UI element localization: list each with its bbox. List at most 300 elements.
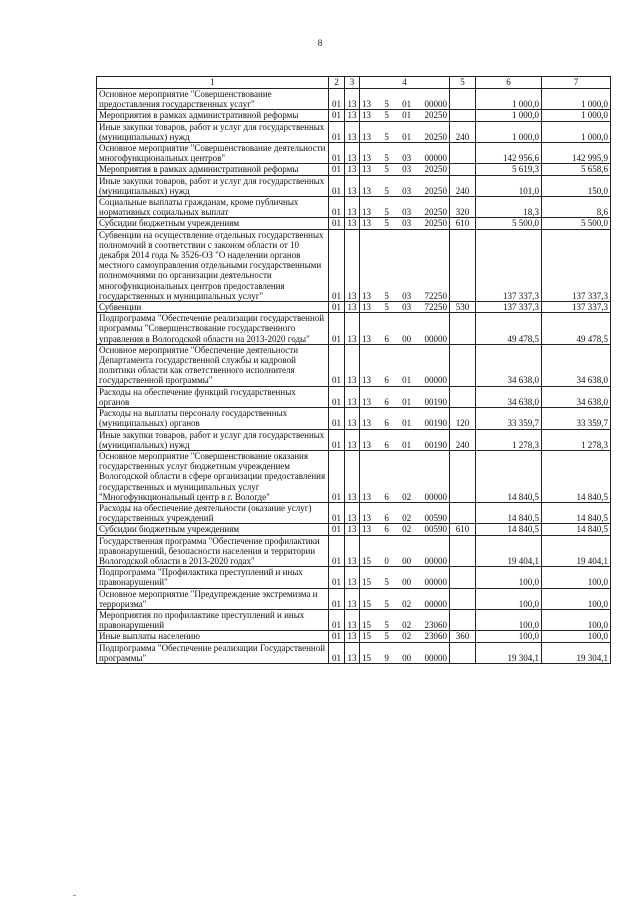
section-code: 01 xyxy=(329,313,345,345)
subsection-code: 13 xyxy=(345,197,360,218)
amount-col6: 5 619,3 xyxy=(476,164,542,175)
scan-mark xyxy=(73,895,76,896)
table-row xyxy=(97,197,611,218)
expense-type-code xyxy=(450,642,476,663)
column-header: 2 xyxy=(329,77,345,89)
program-code-parts xyxy=(360,375,449,385)
program-code-part: 20250 xyxy=(424,131,447,142)
program-code-part: 5 xyxy=(384,153,389,164)
section-code: 01 xyxy=(329,302,345,313)
program-code xyxy=(360,302,450,313)
program-code-parts xyxy=(360,620,449,630)
program-code-parts xyxy=(360,653,449,663)
amount-col6: 5 500,0 xyxy=(476,218,542,229)
amount-col6: 18,3 xyxy=(476,197,542,218)
program-code-part: 01 xyxy=(402,131,412,142)
program-code-part: 5 xyxy=(384,598,389,609)
table-row xyxy=(97,89,611,110)
table-row xyxy=(97,302,611,313)
row-name: Основное мероприятие "Совершенствование деятельности многофункциональных центров" xyxy=(97,143,329,164)
program-code xyxy=(360,450,450,502)
row-name: Субвенции xyxy=(97,302,329,313)
amount-col6: 1 000,0 xyxy=(476,110,542,121)
program-code-part: 13 xyxy=(362,375,371,386)
amount-col7: 1 278,3 xyxy=(542,429,611,450)
program-code-parts xyxy=(360,207,449,217)
row-name: Субсидии бюджетным учреждениям xyxy=(97,218,329,229)
program-code-part: 03 xyxy=(402,164,412,175)
column-header: 6 xyxy=(476,77,542,89)
program-code-part: 01 xyxy=(402,418,412,429)
table-row xyxy=(97,143,611,164)
program-code-part: 5 xyxy=(384,290,389,301)
expense-type-code xyxy=(450,567,476,588)
program-code-part: 03 xyxy=(402,207,412,218)
subsection-code: 13 xyxy=(345,302,360,313)
row-name: Расходы на обеспечение деятельности (оказание услуг) государственных учреждений xyxy=(97,502,329,523)
program-code-part: 13 xyxy=(362,110,371,121)
program-code-part: 13 xyxy=(362,439,371,450)
program-code xyxy=(360,110,450,121)
section-code: 01 xyxy=(329,502,345,523)
program-code-part: 02 xyxy=(402,598,412,609)
program-code-parts xyxy=(360,599,449,609)
table-row xyxy=(97,642,611,663)
expense-type-code xyxy=(450,450,476,502)
amount-col6: 100,0 xyxy=(476,567,542,588)
amount-col6: 14 840,5 xyxy=(476,450,542,502)
program-code-part: 00000 xyxy=(424,99,447,110)
program-code-part: 00190 xyxy=(424,396,447,407)
section-code: 01 xyxy=(329,229,345,301)
subsection-code: 13 xyxy=(345,218,360,229)
expense-type-code: 360 xyxy=(450,631,476,642)
subsection-code: 13 xyxy=(345,524,360,535)
program-code-part: 5 xyxy=(384,131,389,142)
program-code xyxy=(360,164,450,175)
amount-col6: 14 840,5 xyxy=(476,502,542,523)
row-name: Основное мероприятие "Обеспечение деятельности Департамента государственной службы и кадровой политики области как ответственного исполнителя государственной программы" xyxy=(97,344,329,386)
expense-type-code xyxy=(450,110,476,121)
subsection-code: 13 xyxy=(345,89,360,110)
program-code-parts xyxy=(360,153,449,163)
section-code: 01 xyxy=(329,567,345,588)
section-code: 01 xyxy=(329,631,345,642)
program-code-part: 00590 xyxy=(424,524,447,535)
program-code-part: 02 xyxy=(402,620,412,631)
program-code-part: 6 xyxy=(384,396,389,407)
expense-type-code xyxy=(450,143,476,164)
program-code-part: 13 xyxy=(362,333,371,344)
subsection-code: 13 xyxy=(345,631,360,642)
program-code xyxy=(360,313,450,345)
program-code-part: 23060 xyxy=(424,631,447,642)
subsection-code: 13 xyxy=(345,175,360,196)
column-header: 7 xyxy=(542,77,611,89)
program-code-part: 13 xyxy=(362,131,371,142)
program-code-part: 02 xyxy=(402,491,412,502)
amount-col6: 1 000,0 xyxy=(476,89,542,110)
row-name: Иные закупки товаров, работ и услуг для государственных (муниципальных) нужд xyxy=(97,175,329,196)
amount-col7: 34 638,0 xyxy=(542,386,611,407)
subsection-code: 13 xyxy=(345,110,360,121)
program-code-part: 00190 xyxy=(424,418,447,429)
section-code: 01 xyxy=(329,110,345,121)
program-code-parts xyxy=(360,99,449,109)
expense-type-code xyxy=(450,89,476,110)
amount-col7: 14 840,5 xyxy=(542,524,611,535)
program-code-parts xyxy=(360,440,449,450)
row-name: Иные закупки товаров, работ и услуг для государственных (муниципальных) нужд xyxy=(97,429,329,450)
program-code-part: 15 xyxy=(362,598,371,609)
program-code-part: 00000 xyxy=(424,375,447,386)
program-code-part: 15 xyxy=(362,631,371,642)
program-code xyxy=(360,429,450,450)
expense-type-code: 240 xyxy=(450,121,476,142)
section-code: 01 xyxy=(329,344,345,386)
program-code-part: 01 xyxy=(402,375,412,386)
amount-col6: 142 956,6 xyxy=(476,143,542,164)
amount-col6: 137 337,3 xyxy=(476,229,542,301)
amount-col7: 14 840,5 xyxy=(542,502,611,523)
program-code-part: 13 xyxy=(362,491,371,502)
expense-type-code: 530 xyxy=(450,302,476,313)
row-name: Субсидии бюджетным учреждениям xyxy=(97,524,329,535)
subsection-code: 13 xyxy=(345,429,360,450)
program-code-part: 0 xyxy=(384,555,389,566)
program-code xyxy=(360,143,450,164)
amount-col7: 100,0 xyxy=(542,631,611,642)
program-code-part: 13 xyxy=(362,164,371,175)
table-row xyxy=(97,609,611,630)
program-code-part: 5 xyxy=(384,620,389,631)
program-code-part: 15 xyxy=(362,555,371,566)
program-code-part: 20250 xyxy=(424,110,447,121)
table-row xyxy=(97,110,611,121)
table-row xyxy=(97,588,611,609)
program-code-part: 03 xyxy=(402,218,412,229)
amount-col6: 100,0 xyxy=(476,588,542,609)
program-code-part: 6 xyxy=(384,524,389,535)
program-code-part: 72250 xyxy=(424,302,447,313)
table-row xyxy=(97,408,611,429)
program-code-parts xyxy=(360,132,449,142)
program-code-part: 13 xyxy=(362,185,371,196)
program-code-part: 15 xyxy=(362,652,371,663)
section-code: 01 xyxy=(329,450,345,502)
program-code xyxy=(360,344,450,386)
program-code xyxy=(360,197,450,218)
amount-col6: 1 000,0 xyxy=(476,121,542,142)
section-code: 01 xyxy=(329,121,345,142)
expense-type-code: 240 xyxy=(450,429,476,450)
amount-col7: 19 304,1 xyxy=(542,642,611,663)
program-code-parts xyxy=(360,302,449,312)
amount-col6: 49 478,5 xyxy=(476,313,542,345)
row-name: Подпрограмма "Обеспечение реализации государственной программы "Совершенствование государственного управления в Вологодской области на 2013-2020 годы" xyxy=(97,313,329,345)
section-code: 01 xyxy=(329,429,345,450)
program-code-part: 5 xyxy=(384,110,389,121)
subsection-code: 13 xyxy=(345,121,360,142)
section-code: 01 xyxy=(329,524,345,535)
table-row xyxy=(97,164,611,175)
program-code-part: 01 xyxy=(402,396,412,407)
budget-table xyxy=(96,76,611,664)
subsection-code: 13 xyxy=(345,386,360,407)
expense-type-code xyxy=(450,502,476,523)
amount-col7: 100,0 xyxy=(542,609,611,630)
program-code-parts xyxy=(360,556,449,566)
program-code xyxy=(360,524,450,535)
program-code xyxy=(360,502,450,523)
program-code-part: 00000 xyxy=(424,652,447,663)
program-code-part: 13 xyxy=(362,99,371,110)
program-code-part: 01 xyxy=(402,439,412,450)
program-code xyxy=(360,175,450,196)
program-code-part: 20250 xyxy=(424,218,447,229)
expense-type-code: 320 xyxy=(450,197,476,218)
amount-col7: 142 995,9 xyxy=(542,143,611,164)
section-code: 01 xyxy=(329,143,345,164)
program-code-parts xyxy=(360,164,449,174)
column-header: 5 xyxy=(450,77,476,89)
row-name: Основное мероприятие "Совершенствование предоставления государственных услуг" xyxy=(97,89,329,110)
program-code-part: 5 xyxy=(384,218,389,229)
program-code-part: 00000 xyxy=(424,333,447,344)
table-header-row xyxy=(97,77,611,89)
program-code-part: 00000 xyxy=(424,598,447,609)
row-name: Иные выплаты населению xyxy=(97,631,329,642)
amount-col6: 137 337,3 xyxy=(476,302,542,313)
row-name: Иные закупки товаров, работ и услуг для государственных (муниципальных) нужд xyxy=(97,121,329,142)
section-code: 01 xyxy=(329,175,345,196)
amount-col7: 137 337,3 xyxy=(542,229,611,301)
program-code-part: 03 xyxy=(402,290,412,301)
program-code-part: 00 xyxy=(402,652,412,663)
program-code-parts xyxy=(360,186,449,196)
table-row xyxy=(97,429,611,450)
program-code-part: 6 xyxy=(384,418,389,429)
program-code-part: 00000 xyxy=(424,577,447,588)
program-code xyxy=(360,229,450,301)
program-code-parts xyxy=(360,513,449,523)
subsection-code: 13 xyxy=(345,143,360,164)
subsection-code: 13 xyxy=(345,588,360,609)
table-row xyxy=(97,313,611,345)
subsection-code: 13 xyxy=(345,344,360,386)
program-code xyxy=(360,609,450,630)
row-name: Субвенции на осуществление отдельных государственных полномочий в соответствии с законом области от 10 декабря 2014 года № 3526-ОЗ "О наделении органов местного самоуправления отдельными государственными полномочиями по организации деятельности многофункциональных центров предоставления государственных и муниципальных услуг" xyxy=(97,229,329,301)
program-code-part: 13 xyxy=(362,207,371,218)
program-code-part: 6 xyxy=(384,333,389,344)
section-code: 01 xyxy=(329,89,345,110)
program-code-part: 00000 xyxy=(424,555,447,566)
program-code-part: 5 xyxy=(384,631,389,642)
amount-col7: 5 658,6 xyxy=(542,164,611,175)
expense-type-code xyxy=(450,229,476,301)
program-code-part: 15 xyxy=(362,620,371,631)
program-code-parts xyxy=(360,110,449,120)
program-code xyxy=(360,386,450,407)
program-code-part: 13 xyxy=(362,290,371,301)
program-code xyxy=(360,631,450,642)
program-code-part: 15 xyxy=(362,577,371,588)
subsection-code: 13 xyxy=(345,642,360,663)
row-name: Мероприятия в рамках административной реформы xyxy=(97,164,329,175)
program-code-part: 02 xyxy=(402,524,412,535)
section-code: 01 xyxy=(329,588,345,609)
subsection-code: 13 xyxy=(345,164,360,175)
amount-col6: 19 404,1 xyxy=(476,535,542,567)
expense-type-code: 610 xyxy=(450,524,476,535)
program-code-part: 00 xyxy=(402,555,412,566)
program-code-part: 00000 xyxy=(424,153,447,164)
program-code-part: 02 xyxy=(402,631,412,642)
expense-type-code: 610 xyxy=(450,218,476,229)
program-code-part: 5 xyxy=(384,99,389,110)
section-code: 01 xyxy=(329,164,345,175)
program-code-parts xyxy=(360,524,449,534)
program-code-part: 6 xyxy=(384,439,389,450)
program-code-part: 6 xyxy=(384,491,389,502)
amount-col7: 19 404,1 xyxy=(542,535,611,567)
program-code xyxy=(360,121,450,142)
program-code-part: 01 xyxy=(402,99,412,110)
amount-col6: 34 638,0 xyxy=(476,344,542,386)
expense-type-code: 240 xyxy=(450,175,476,196)
column-header: 1 xyxy=(97,77,329,89)
program-code-part: 5 xyxy=(384,207,389,218)
row-name: Государственная программа "Обеспечение профилактики правонарушений, безопасности населения и территории Вологодской области в 2013-2020 годах" xyxy=(97,535,329,567)
amount-col7: 1 000,0 xyxy=(542,110,611,121)
subsection-code: 13 xyxy=(345,609,360,630)
section-code: 01 xyxy=(329,197,345,218)
program-code-part: 13 xyxy=(362,218,371,229)
subsection-code: 13 xyxy=(345,313,360,345)
program-code-part: 00590 xyxy=(424,513,447,524)
program-code xyxy=(360,408,450,429)
table-row xyxy=(97,524,611,535)
row-name: Расходы на выплаты персоналу государственных (муниципальных) органов xyxy=(97,408,329,429)
amount-col7: 8,6 xyxy=(542,197,611,218)
program-code-part: 6 xyxy=(384,513,389,524)
amount-col6: 19 304,1 xyxy=(476,642,542,663)
section-code: 01 xyxy=(329,408,345,429)
amount-col7: 49 478,5 xyxy=(542,313,611,345)
expense-type-code xyxy=(450,313,476,345)
table-row xyxy=(97,344,611,386)
program-code-part: 13 xyxy=(362,418,371,429)
program-code-part: 13 xyxy=(362,524,371,535)
page-number: 8 xyxy=(317,38,323,48)
amount-col6: 100,0 xyxy=(476,609,542,630)
table-row xyxy=(97,121,611,142)
program-code-parts xyxy=(360,631,449,641)
subsection-code: 13 xyxy=(345,567,360,588)
amount-col7: 100,0 xyxy=(542,588,611,609)
amount-col7: 5 500,0 xyxy=(542,218,611,229)
subsection-code: 13 xyxy=(345,450,360,502)
expense-type-code xyxy=(450,588,476,609)
row-name: Социальные выплаты гражданам, кроме публичных нормативных социальных выплат xyxy=(97,197,329,218)
amount-col7: 14 840,5 xyxy=(542,450,611,502)
amount-col7: 34 638,0 xyxy=(542,344,611,386)
program-code-part: 03 xyxy=(402,302,412,313)
program-code-part: 23060 xyxy=(424,620,447,631)
table-row xyxy=(97,218,611,229)
program-code-part: 13 xyxy=(362,302,371,313)
program-code xyxy=(360,218,450,229)
program-code-part: 5 xyxy=(384,164,389,175)
expense-type-code xyxy=(450,609,476,630)
program-code-parts xyxy=(360,291,449,301)
amount-col6: 34 638,0 xyxy=(476,386,542,407)
program-code-part: 20250 xyxy=(424,185,447,196)
program-code-parts xyxy=(360,492,449,502)
program-code-part: 13 xyxy=(362,396,371,407)
expense-type-code xyxy=(450,344,476,386)
subsection-code: 13 xyxy=(345,408,360,429)
program-code-parts xyxy=(360,577,449,587)
program-code-part: 6 xyxy=(384,375,389,386)
program-code-part: 00 xyxy=(402,333,412,344)
row-name: Подпрограмма "Профилактика преступлений и иных правонарушений" xyxy=(97,567,329,588)
table-row xyxy=(97,175,611,196)
amount-col6: 101,0 xyxy=(476,175,542,196)
program-code-part: 00000 xyxy=(424,491,447,502)
program-code-part: 00 xyxy=(402,577,412,588)
program-code-parts xyxy=(360,218,449,228)
section-code: 01 xyxy=(329,609,345,630)
section-code: 01 xyxy=(329,218,345,229)
amount-col6: 100,0 xyxy=(476,631,542,642)
program-code-part: 01 xyxy=(402,110,412,121)
program-code xyxy=(360,89,450,110)
program-code-part: 5 xyxy=(384,302,389,313)
expense-type-code xyxy=(450,386,476,407)
amount-col7: 33 359,7 xyxy=(542,408,611,429)
column-header: 3 xyxy=(345,77,360,89)
amount-col7: 137 337,3 xyxy=(542,302,611,313)
program-code-part: 02 xyxy=(402,513,412,524)
program-code-part: 72250 xyxy=(424,290,447,301)
subsection-code: 13 xyxy=(345,502,360,523)
row-name: Мероприятия по профилактике преступлений и иных правонарушений xyxy=(97,609,329,630)
program-code xyxy=(360,588,450,609)
program-code-part: 20250 xyxy=(424,164,447,175)
row-name: Расходы на обеспечение функций государственных органов xyxy=(97,386,329,407)
amount-col7: 1 000,0 xyxy=(542,89,611,110)
amount-col6: 14 840,5 xyxy=(476,524,542,535)
program-code-part: 9 xyxy=(384,652,389,663)
section-code: 01 xyxy=(329,386,345,407)
amount-col7: 150,0 xyxy=(542,175,611,196)
table-row xyxy=(97,535,611,567)
table-row xyxy=(97,502,611,523)
row-name: Основное мероприятие "Совершенствование оказания государственных услуг бюджетным учреждением Вологодской области в сфере организации предоставления государственных и муниципальных услуг "Многофункциональный центр в г. Вологде" xyxy=(97,450,329,502)
expense-type-code xyxy=(450,535,476,567)
expense-type-code xyxy=(450,164,476,175)
program-code-part: 13 xyxy=(362,513,371,524)
program-code xyxy=(360,535,450,567)
section-code: 01 xyxy=(329,535,345,567)
row-name: Подпрограмма "Обеспечение реализации Государственной программы" xyxy=(97,642,329,663)
table-row xyxy=(97,631,611,642)
table-row xyxy=(97,386,611,407)
table-row xyxy=(97,450,611,502)
program-code xyxy=(360,567,450,588)
amount-col7: 100,0 xyxy=(542,567,611,588)
